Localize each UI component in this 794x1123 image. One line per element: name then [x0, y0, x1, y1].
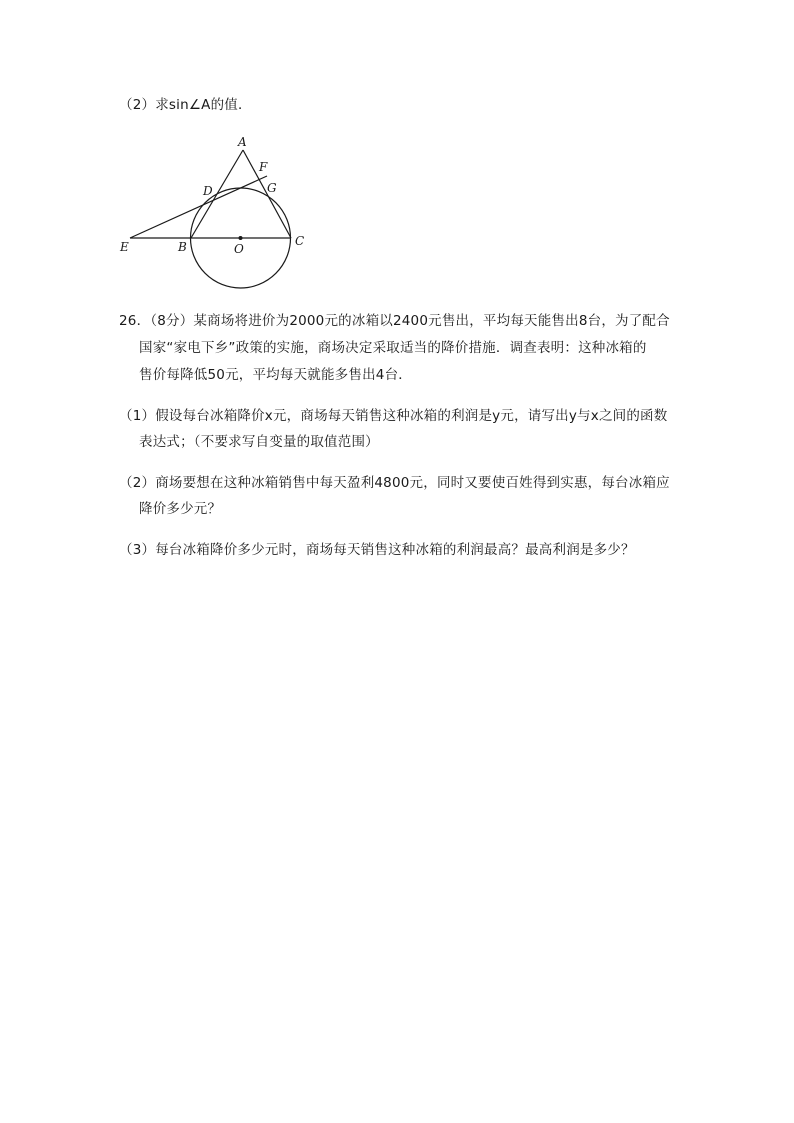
label-f: F — [259, 160, 268, 174]
question-part-2-sin-a: （2）求sin∠A的值． — [119, 97, 252, 113]
label-e: E — [120, 240, 129, 254]
segment-e-f — [130, 176, 267, 238]
geometry-figure — [116, 133, 316, 293]
q26-part-2-line-1: （2）商场要想在这种冰箱销售中每天盈利4800元，同时又要使百姓得到实惠，每台冰箱应 — [119, 475, 670, 491]
q26-stem-line-3: 售价每降低50元，平均每天就能多售出4台． — [139, 367, 412, 383]
q26-part-3-line-1: （3）每台冰箱降价多少元时，商场每天销售这种冰箱的利润最高？最高利润是多少？ — [119, 542, 635, 558]
q26-part-1-line-1: （1）假设每台冰箱降价x元，商场每天销售这种冰箱的利润是y元，请写出y与x之间的函数 — [119, 408, 668, 424]
label-b: B — [178, 240, 187, 254]
label-d: D — [203, 184, 213, 198]
segment-a-b — [191, 150, 243, 238]
q26-stem-line-2: 国家“家电下乡”政策的实施，商场决定采取适当的降价措施．调查表明：这种冰箱的 — [139, 340, 647, 356]
label-c: C — [295, 234, 305, 248]
q26-stem-line-1: 26．（8分）某商场将进价为2000元的冰箱以2400元售出，平均每天能售出8台，为了配合 — [119, 313, 670, 329]
center-dot-o — [239, 236, 243, 240]
label-g: G — [267, 181, 277, 195]
label-a: A — [238, 135, 247, 149]
q26-part-2-line-2: 降价多少元？ — [139, 501, 222, 517]
q26-part-1-line-2: 表达式；（不要求写自变量的取值范围） — [139, 434, 379, 450]
label-o: O — [234, 242, 244, 256]
